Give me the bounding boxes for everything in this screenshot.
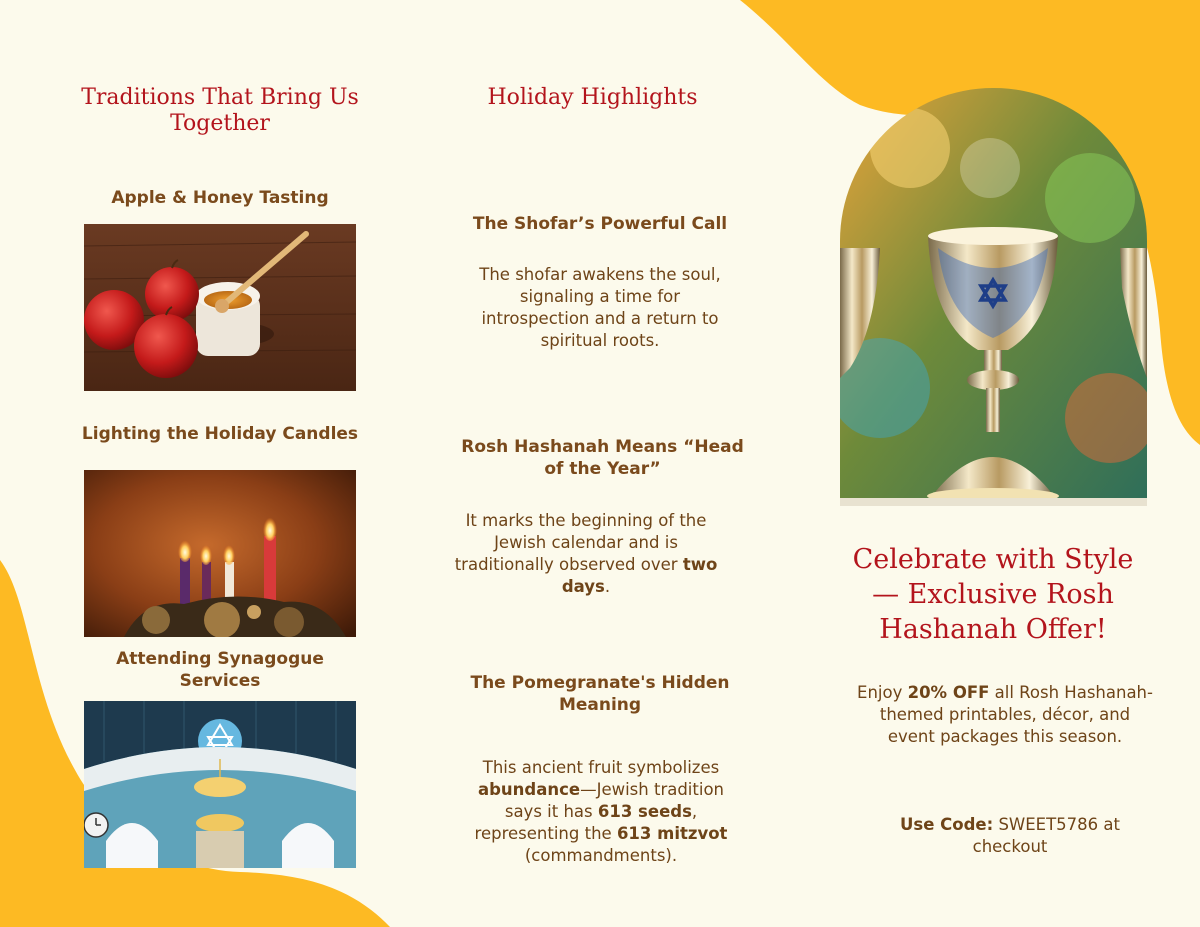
tradition-heading-synagogue: Attending Synagogue Services bbox=[116, 649, 324, 691]
highlight-heading-head-of-year: Rosh Hashanah Means “Head of the Year” bbox=[461, 437, 744, 479]
holiday-candles-photo bbox=[84, 470, 356, 637]
highlight-text-pomegranate bbox=[462, 757, 740, 867]
613-seeds-emphasis: 613 seeds bbox=[597, 802, 692, 821]
highlight-heading-shofar: The Shofar’s Powerful Call bbox=[472, 214, 728, 234]
head-of-year-text-part-2: . bbox=[604, 577, 611, 596]
highlight-text-head-of-year bbox=[452, 510, 720, 598]
apples-and-honey-photo bbox=[84, 224, 356, 391]
pomegranate-text-part-1: This ancient fruit symbolizes bbox=[482, 758, 720, 777]
pomegranate-text-part-2: —Jewish tradition says it has bbox=[504, 780, 725, 821]
middle-column-title: Holiday Highlights bbox=[487, 85, 698, 110]
promo-code-value: SWEET5786 at checkout bbox=[972, 815, 1120, 856]
head-of-year-text-part-1: It marks the beginning of the Jewish calendar and is traditionally observed over bbox=[454, 511, 707, 574]
offer-prefix: Enjoy bbox=[857, 683, 903, 702]
pomegranate-text-part-4: (commandments). bbox=[524, 846, 678, 865]
abundance-emphasis: abundance bbox=[477, 780, 581, 799]
offer-text bbox=[855, 682, 1155, 748]
kiddush-cups-photo bbox=[840, 88, 1147, 506]
highlight-heading-pomegranate: The Pomegranate's Hidden Meaning bbox=[470, 673, 730, 715]
tradition-heading-candles: Lighting the Holiday Candles bbox=[81, 424, 359, 444]
tradition-heading-apple-honey: Apple & Honey Tasting bbox=[111, 188, 329, 208]
promo-title: Celebrate with Style — Exclusive Rosh Hashanah Offer! bbox=[852, 544, 1134, 645]
pomegranate-text-part-3: , representing the bbox=[474, 802, 698, 843]
highlight-text-shofar: The shofar awakens the soul, signaling a time for introspection and a return to spiritual roots. bbox=[479, 265, 721, 350]
two-days-emphasis: two days bbox=[561, 555, 718, 596]
promo-code-text bbox=[885, 814, 1135, 858]
offer-suffix: all Rosh Hashanah-themed printables, décor, and event packages this season. bbox=[879, 683, 1153, 746]
left-column-title: Traditions That Bring Us Together bbox=[81, 85, 359, 136]
613-mitzvot-emphasis: 613 mitzvot bbox=[616, 824, 728, 843]
discount-emphasis: 20% OFF bbox=[907, 683, 990, 702]
synagogue-interior-photo bbox=[84, 701, 356, 868]
promo-code-label: Use Code: bbox=[900, 815, 994, 834]
